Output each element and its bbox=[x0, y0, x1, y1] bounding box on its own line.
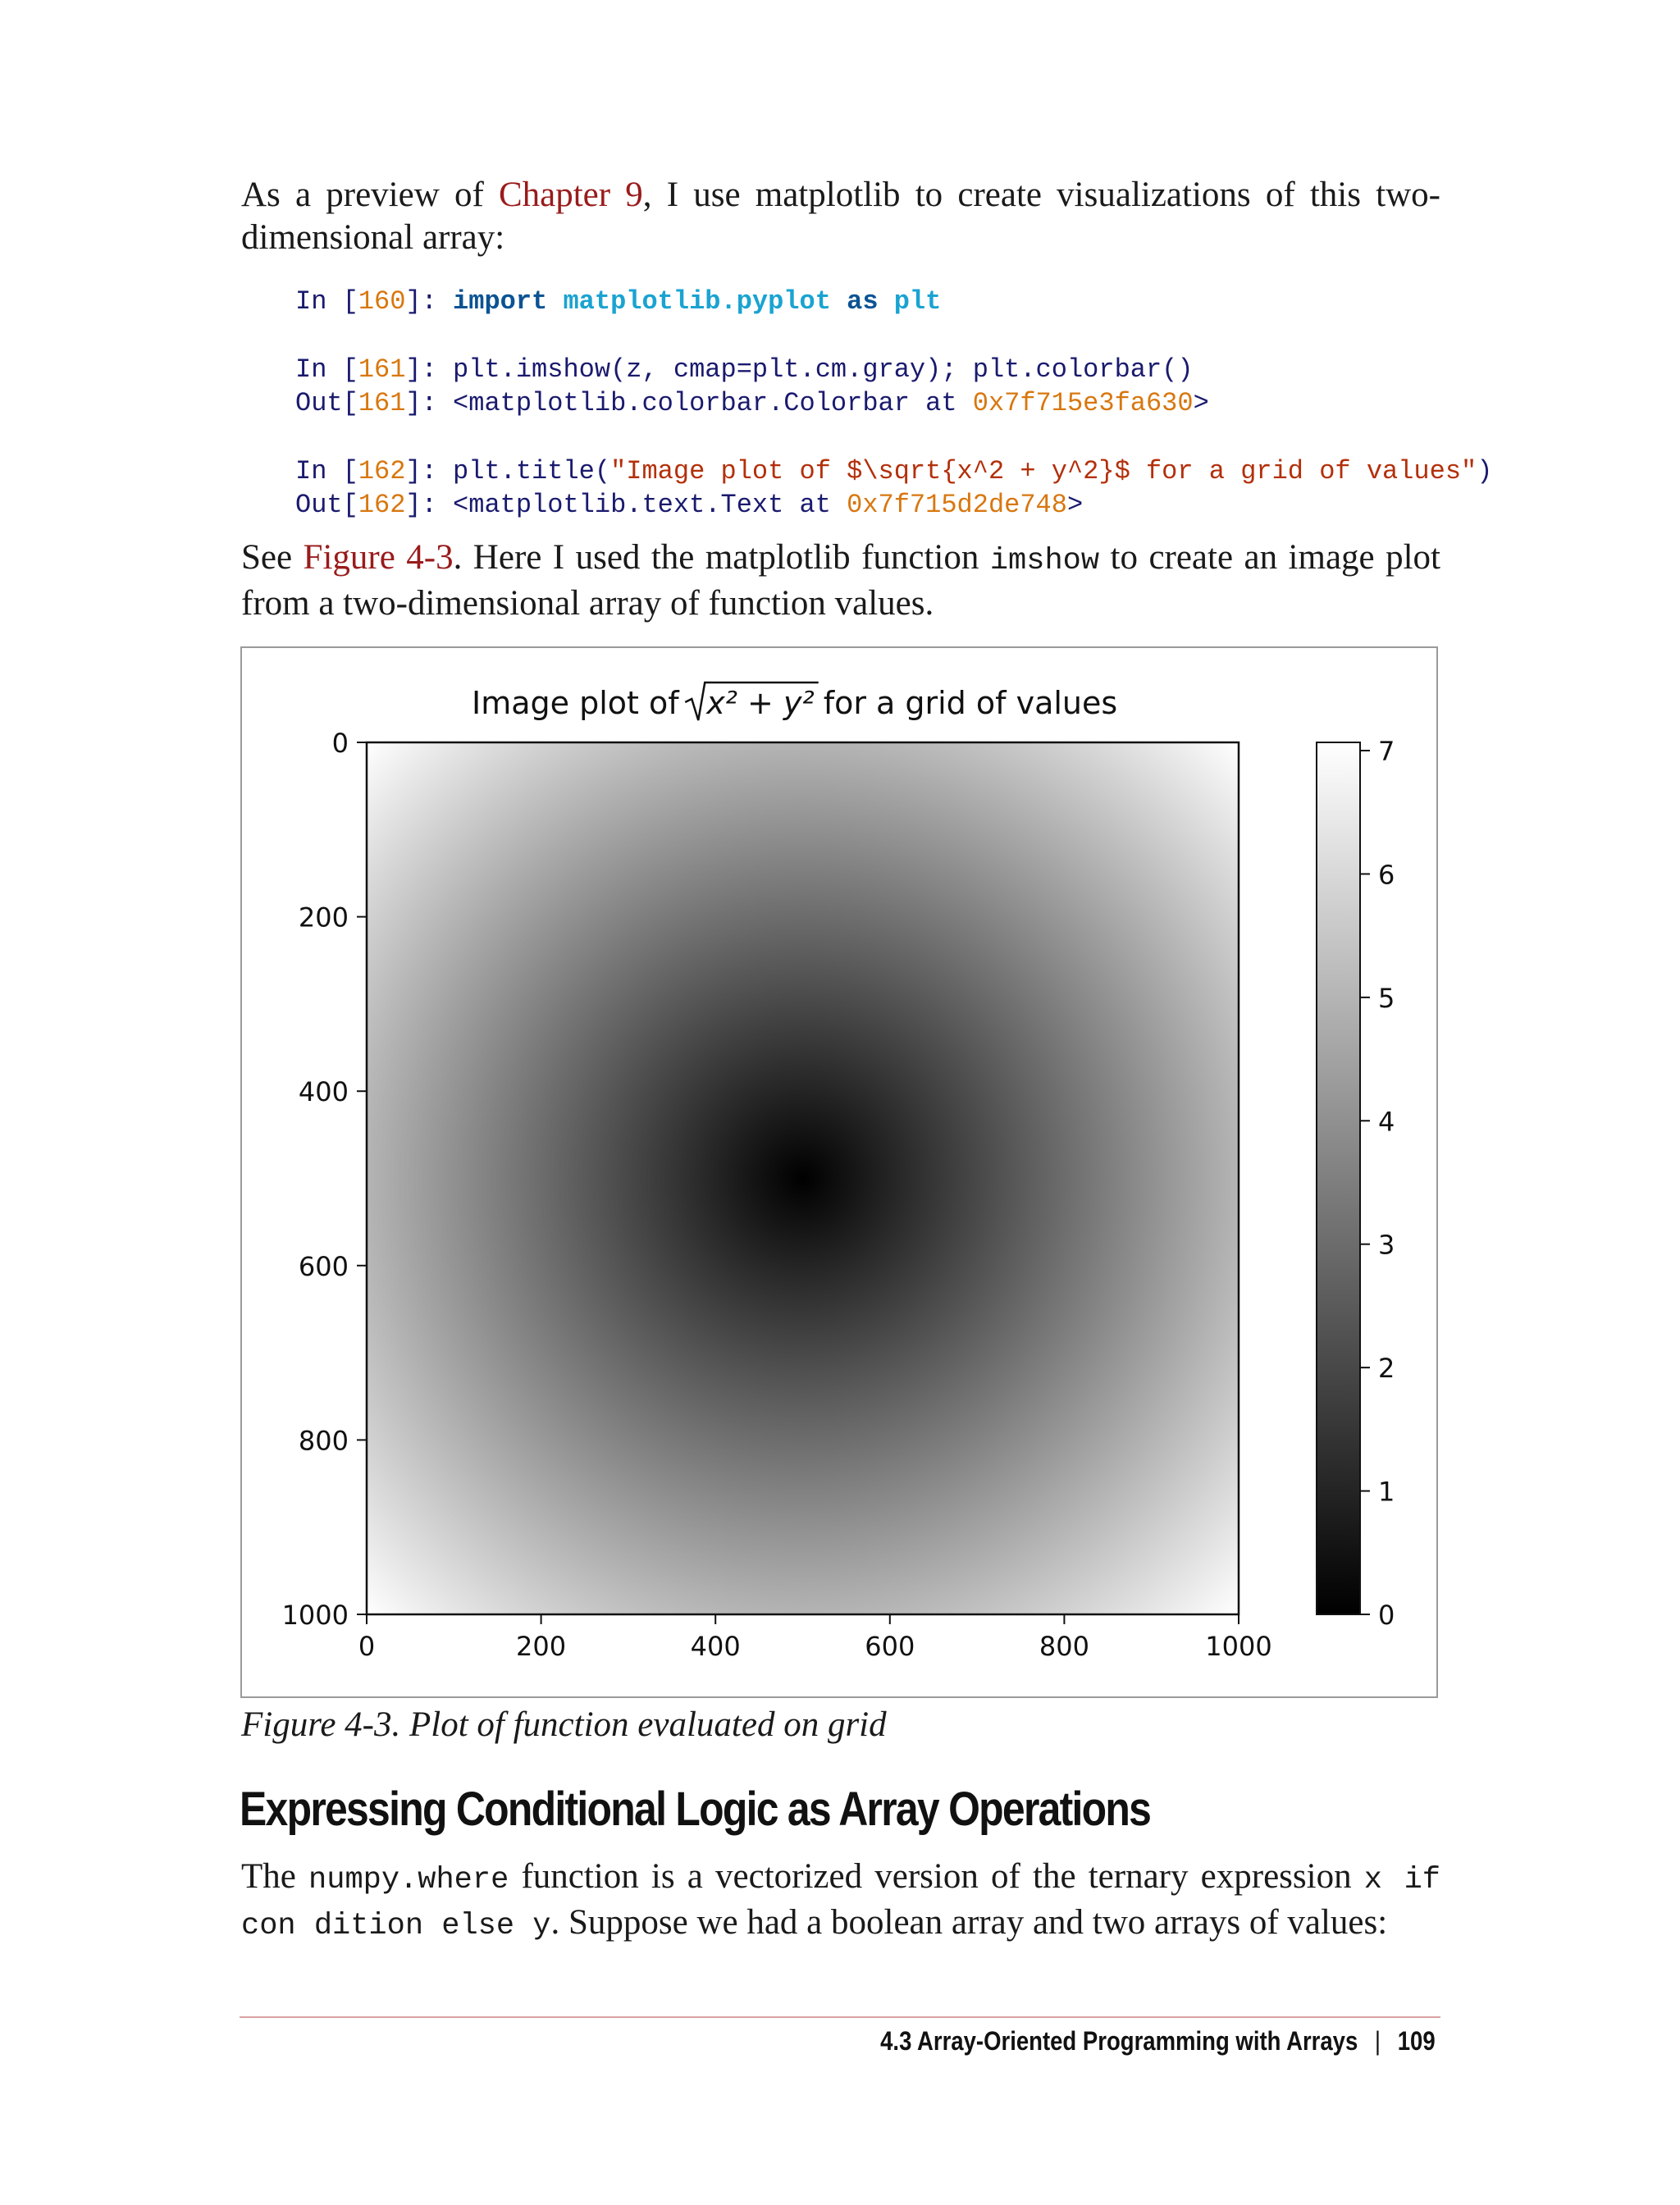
intro-paragraph bbox=[241, 174, 1440, 259]
footer-section-title: 4.3 Array-Oriented Programming with Arrays bbox=[880, 2026, 1358, 2056]
colorbar-tick-label: 3 bbox=[1378, 1229, 1395, 1261]
intro-text-end: , I use matplotlib to create visualizations of this two-dimensional array: bbox=[241, 176, 1440, 257]
y-tick-label: 200 bbox=[298, 902, 349, 934]
colorbar-tick-label: 1 bbox=[1378, 1476, 1395, 1508]
colorbar-tick-label: 4 bbox=[1378, 1106, 1395, 1138]
y-tick-label: 0 bbox=[331, 728, 349, 759]
intro-text: As a preview of bbox=[241, 176, 499, 214]
ternary-code: x if con dition else y bbox=[241, 1863, 1440, 1943]
see-figure-paragraph: See Figure 4-3. Here I used the matplotlib function imshow to create an image plot from a two-dimensional array of function values. bbox=[241, 538, 1440, 623]
heatmap-image bbox=[367, 742, 1239, 1614]
figure-caption: Figure 4-3. Plot of function evaluated on grid bbox=[241, 1705, 887, 1744]
page-footer bbox=[880, 2026, 1436, 2057]
x-axis-ticks bbox=[358, 1614, 1272, 1662]
chapter-9-link[interactable]: Chapter 9 bbox=[498, 176, 643, 214]
x-tick-label: 600 bbox=[865, 1631, 915, 1662]
code-cell-161: In [161]: plt.imshow(z, cmap=plt.cm.gray); plt.colorbar() Out[161]: <matplotlib.colorbar.Colorbar at 0x7f715e3fa630> bbox=[295, 354, 1209, 418]
where-paragraph: The numpy.where function is a vectorized version of the ternary expression x if con dition else y. Suppose we had a boolean array and two arrays of values: bbox=[241, 1857, 1440, 1943]
y-axis-ticks bbox=[282, 728, 367, 1631]
footer-rule bbox=[240, 2016, 1440, 2018]
y-tick-label: 600 bbox=[298, 1250, 349, 1282]
code-cell-162: In [162]: plt.title("Image plot of $\sqrt{x^2 + y^2}$ for a grid of values") Out[162]: <matplotlib.text.Text at 0x7f715d2de748> bbox=[295, 456, 1493, 520]
x-tick-label: 1000 bbox=[1205, 1631, 1272, 1662]
colorbar-ticks bbox=[1360, 736, 1395, 1631]
figure-4-3-link[interactable]: Figure 4-3 bbox=[303, 538, 454, 577]
numpy-where-code: numpy.where bbox=[308, 1863, 509, 1897]
figure-4-3 bbox=[240, 646, 1438, 1698]
x-tick-label: 800 bbox=[1039, 1631, 1089, 1662]
x-tick-label: 400 bbox=[690, 1631, 741, 1662]
colorbar-tick-label: 0 bbox=[1378, 1600, 1395, 1631]
colorbar-tick-label: 2 bbox=[1378, 1353, 1395, 1385]
y-tick-label: 1000 bbox=[281, 1600, 349, 1631]
x-tick-label: 200 bbox=[516, 1631, 567, 1662]
heatmap-chart bbox=[242, 648, 1436, 1696]
chart-title-suffix: for a grid of values bbox=[823, 685, 1118, 721]
code-cell-160: In [160]: import matplotlib.pyplot as plt bbox=[295, 286, 942, 317]
chart-title-math: x² + y² bbox=[706, 685, 815, 721]
section-heading: Expressing Conditional Logic as Array Operations bbox=[240, 1783, 1151, 1836]
chart-title: Image plot of bbox=[472, 685, 679, 721]
colorbar-tick-label: 6 bbox=[1378, 859, 1395, 891]
colorbar-tick-label: 5 bbox=[1378, 982, 1395, 1014]
footer-separator: | bbox=[1375, 2026, 1381, 2056]
x-tick-label: 0 bbox=[358, 1631, 376, 1662]
colorbar-tick-label: 7 bbox=[1378, 736, 1395, 767]
imshow-code: imshow bbox=[989, 544, 1100, 578]
colorbar bbox=[1317, 742, 1360, 1614]
y-tick-label: 800 bbox=[298, 1425, 349, 1457]
page-number: 109 bbox=[1398, 2026, 1436, 2056]
y-tick-label: 400 bbox=[298, 1076, 349, 1108]
